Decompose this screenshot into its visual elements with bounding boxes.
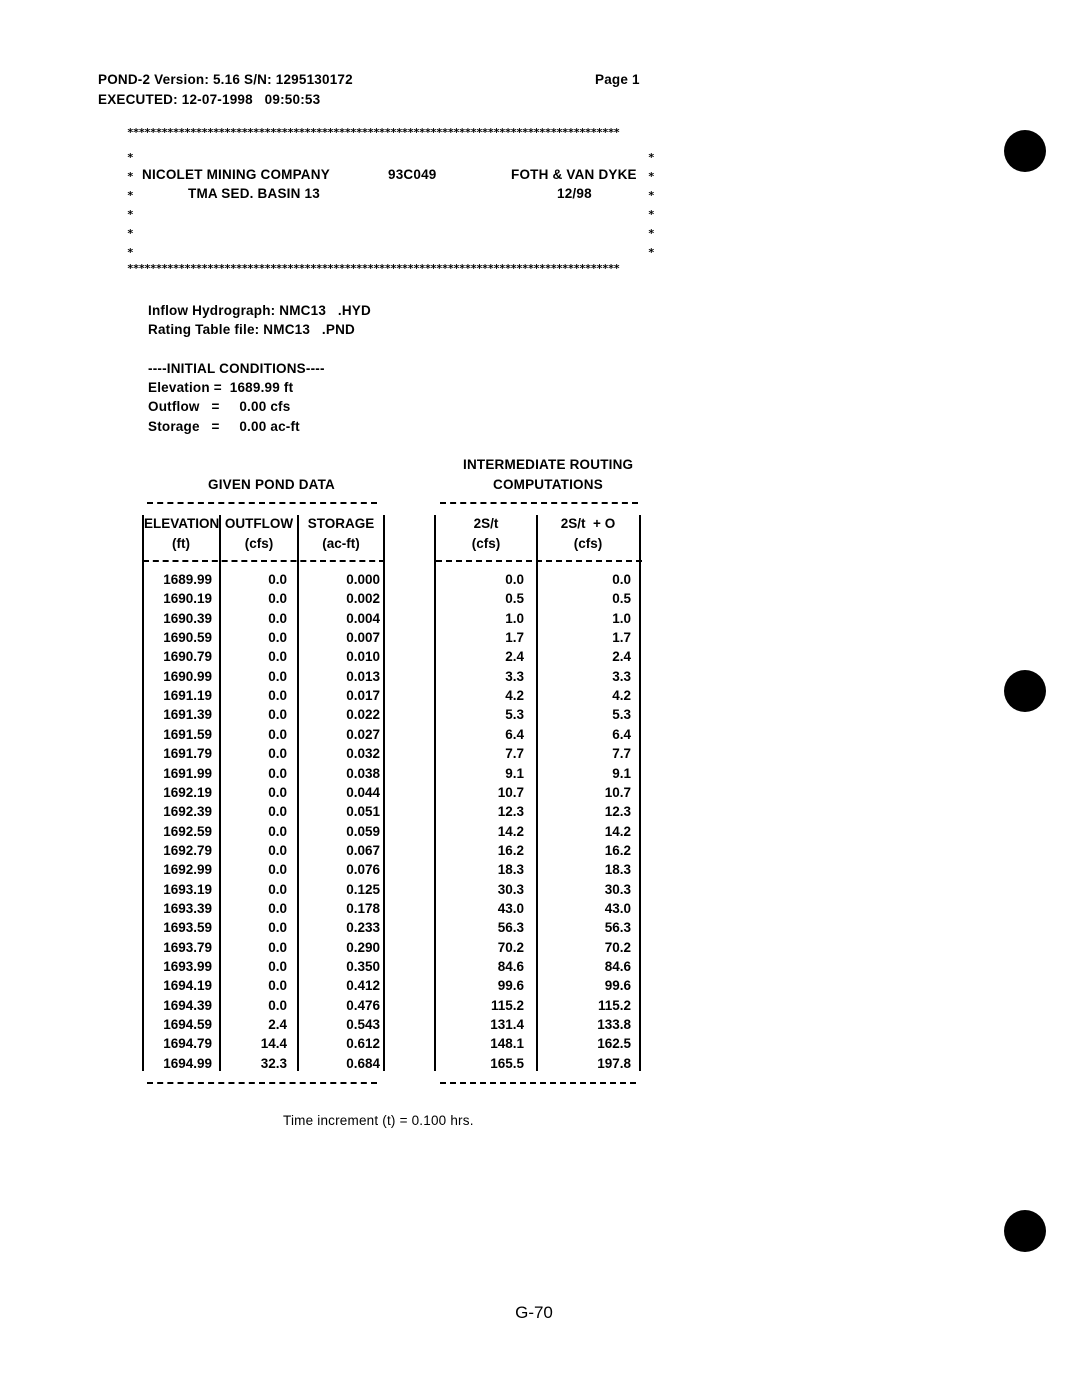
table-row: [0, 744, 700, 763]
2st-cell: 14.2: [497, 823, 524, 839]
storage-cell: 0.178: [346, 900, 380, 916]
table-row: [0, 976, 700, 995]
left-table-bottom-rule: [147, 1082, 377, 1084]
outflow-cell: 0.0: [268, 726, 287, 742]
2st-cell: 148.1: [490, 1036, 524, 1052]
storage-cell: 0.412: [346, 978, 380, 994]
elevation-cell: 1690.99: [163, 668, 212, 684]
storage-cell: 0.290: [346, 939, 380, 955]
banner-bottom-border: **************************************************************************************: [127, 263, 620, 275]
2st-plus-o-cell: 1.7: [612, 630, 631, 646]
initial-elevation: Elevation = 1689.99 ft: [148, 380, 294, 395]
outflow-cell: 0.0: [268, 920, 287, 936]
2st-plus-o-cell: 0.0: [612, 572, 631, 587]
outflow-cell: 0.0: [268, 649, 287, 665]
table-row: [0, 918, 700, 937]
2st-cell: 12.3: [497, 804, 524, 820]
table-row: [0, 725, 700, 744]
initial-outflow: Outflow = 0.00 cfs: [148, 399, 291, 414]
outflow-cell: 32.3: [260, 1055, 287, 1071]
table-row: [0, 938, 700, 957]
storage-cell: 0.032: [346, 746, 380, 762]
table-row: [0, 880, 700, 899]
page-number: G-70: [515, 1303, 553, 1322]
2st-cell: 1.0: [505, 610, 524, 626]
elevation-cell: 1693.59: [163, 920, 212, 936]
storage-cell: 0.010: [346, 649, 380, 665]
2st-plus-o-cell: 4.2: [612, 688, 631, 704]
table-row: [0, 1015, 700, 1034]
project-date: 12/98: [557, 186, 592, 201]
2st-cell: 115.2: [490, 997, 524, 1013]
binder-hole-bottom: [1004, 1210, 1046, 1252]
2st-cell: 6.4: [505, 726, 524, 742]
2st-plus-o-cell: 2.4: [612, 649, 631, 665]
table-row: [0, 899, 700, 918]
storage-cell: 0.684: [346, 1055, 380, 1071]
2st-cell: 16.2: [497, 842, 524, 858]
right-header-separator: [436, 560, 642, 562]
header-2st-plus-o: 2S/t + O: [560, 516, 616, 531]
2st-plus-o-cell: 5.3: [612, 707, 631, 723]
2st-plus-o-cell: 7.7: [612, 746, 631, 762]
elevation-cell: 1694.79: [163, 1036, 212, 1052]
elevation-cell: 1692.99: [163, 862, 212, 878]
table-row: [0, 764, 700, 783]
2st-cell: 3.3: [505, 668, 524, 684]
initial-conditions-title: ----INITIAL CONDITIONS----: [148, 361, 325, 376]
elevation-cell: 1691.99: [163, 765, 212, 781]
outflow-cell: 0.0: [268, 784, 287, 800]
2st-plus-o-cell: 12.3: [604, 804, 631, 820]
2st-plus-o-cell: 0.5: [612, 591, 631, 607]
2st-cell: 56.3: [497, 920, 524, 936]
header-elevation-unit: (ft): [172, 536, 190, 551]
2st-cell: 0.0: [505, 572, 524, 587]
elevation-cell: 1693.79: [163, 939, 212, 955]
storage-cell: 0.076: [346, 862, 380, 878]
2st-cell: 7.7: [505, 746, 524, 762]
elevation-cell: 1692.59: [163, 823, 212, 839]
elevation-cell: 1691.79: [163, 746, 212, 762]
header-elevation: ELEVATION: [144, 516, 220, 531]
2st-cell: 165.5: [490, 1055, 524, 1071]
table-row: [0, 802, 700, 821]
2st-plus-o-cell: 162.5: [597, 1036, 631, 1052]
table-row: [0, 609, 700, 628]
2st-plus-o-cell: 99.6: [604, 978, 631, 994]
outflow-cell: 0.0: [268, 746, 287, 762]
2st-cell: 9.1: [505, 765, 524, 781]
rating-table-file: Rating Table file: NMC13 .PND: [148, 322, 355, 337]
storage-cell: 0.022: [346, 707, 380, 723]
header-2st: 2S/t: [473, 516, 499, 531]
header-2st-plus-o-unit: (cfs): [573, 536, 603, 551]
banner-top-border: **************************************************************************************: [127, 127, 620, 139]
outflow-cell: 0.0: [268, 688, 287, 704]
binder-hole-top: [1004, 130, 1046, 172]
outflow-cell: 0.0: [268, 591, 287, 607]
outflow-cell: 0.0: [268, 765, 287, 781]
outflow-cell: 0.0: [268, 630, 287, 646]
outflow-cell: 0.0: [268, 959, 287, 974]
elevation-cell: 1692.79: [163, 842, 212, 858]
table-row: [0, 1034, 700, 1053]
storage-cell: 0.027: [346, 726, 380, 742]
2st-cell: 0.5: [505, 591, 524, 607]
outflow-cell: 0.0: [268, 997, 287, 1013]
outflow-cell: 0.0: [268, 823, 287, 839]
table-row: [0, 822, 700, 841]
outflow-cell: 0.0: [268, 862, 287, 878]
elevation-cell: 1694.19: [163, 978, 212, 994]
header-outflow-unit: (cfs): [244, 536, 274, 551]
elevation-cell: 1694.59: [163, 1017, 212, 1033]
storage-cell: 0.059: [346, 823, 380, 839]
time-increment: Time increment (t) = 0.100 hrs.: [283, 1113, 474, 1128]
outflow-cell: 0.0: [268, 881, 287, 897]
2st-cell: 18.3: [497, 862, 524, 878]
left-table-top-rule: [147, 502, 377, 504]
storage-cell: 0.067: [346, 842, 380, 858]
engineering-firm: FOTH & VAN DYKE: [511, 167, 637, 182]
2st-plus-o-cell: 115.2: [597, 997, 631, 1013]
elevation-cell: 1692.39: [163, 804, 212, 820]
right-table-bottom-rule: [440, 1082, 636, 1084]
given-pond-data-title: GIVEN POND DATA: [208, 477, 336, 492]
2st-plus-o-cell: 30.3: [604, 881, 631, 897]
elevation-cell: 1691.59: [163, 726, 212, 742]
outflow-cell: 0.0: [268, 939, 287, 955]
header-outflow: OUTFLOW: [224, 516, 294, 531]
outflow-cell: 0.0: [268, 804, 287, 820]
2st-plus-o-cell: 10.7: [604, 784, 631, 800]
storage-cell: 0.017: [346, 688, 380, 704]
2st-cell: 1.7: [505, 630, 524, 646]
outflow-cell: 0.0: [268, 610, 287, 626]
outflow-cell: 0.0: [268, 707, 287, 723]
outflow-cell: 0.0: [268, 842, 287, 858]
2st-cell: 5.3: [505, 707, 524, 723]
table-row: [0, 783, 700, 802]
intermediate-routing-title: INTERMEDIATE ROUTING: [463, 457, 634, 472]
elevation-cell: 1692.19: [163, 784, 212, 800]
elevation-cell: 1693.19: [163, 881, 212, 897]
2st-plus-o-cell: 133.8: [597, 1017, 631, 1033]
2st-plus-o-cell: 1.0: [612, 610, 631, 626]
elevation-cell: 1694.99: [163, 1055, 212, 1071]
header-storage-unit: (ac-ft): [322, 536, 360, 551]
2st-cell: 4.2: [505, 688, 524, 704]
elevation-cell: 1693.99: [163, 959, 212, 974]
storage-cell: 0.476: [346, 997, 380, 1013]
2st-plus-o-cell: 16.2: [604, 842, 631, 858]
company-name: NICOLET MINING COMPANY: [142, 167, 330, 182]
outflow-cell: 0.0: [268, 668, 287, 684]
table-row: [0, 647, 700, 666]
inflow-hydrograph-file: Inflow Hydrograph: NMC13 .HYD: [148, 303, 371, 318]
storage-cell: 0.543: [346, 1017, 380, 1033]
storage-cell: 0.013: [346, 668, 380, 684]
table-row: [0, 860, 700, 879]
table-row: [0, 705, 700, 724]
2st-plus-o-cell: 18.3: [604, 862, 631, 878]
outflow-cell: 14.4: [260, 1036, 287, 1052]
table-row: [0, 686, 700, 705]
2st-plus-o-cell: 70.2: [604, 939, 631, 955]
right-table-top-rule: [440, 502, 638, 504]
outflow-cell: 2.4: [268, 1017, 287, 1033]
storage-cell: 0.350: [346, 959, 380, 974]
2st-plus-o-cell: 197.8: [597, 1055, 631, 1071]
page-label: Page 1: [595, 72, 640, 87]
project-code: 93C049: [388, 167, 437, 182]
elevation-cell: 1691.39: [163, 707, 212, 723]
storage-cell: 0.044: [346, 784, 380, 800]
2st-cell: 2.4: [505, 649, 524, 665]
header-2st-unit: (cfs): [471, 536, 501, 551]
initial-storage: Storage = 0.00 ac-ft: [148, 419, 300, 434]
table-row: [0, 589, 700, 608]
program-version: POND-2 Version: 5.16 S/N: 1295130172: [98, 72, 353, 87]
elevation-cell: 1689.99: [163, 572, 212, 587]
storage-cell: 0.233: [346, 920, 380, 936]
execution-timestamp: EXECUTED: 12-07-1998 09:50:53: [98, 92, 321, 107]
2st-cell: 10.7: [497, 784, 524, 800]
banner-right-border: * * * * * *: [648, 151, 654, 259]
2st-plus-o-cell: 56.3: [604, 920, 631, 936]
2st-cell: 30.3: [497, 881, 524, 897]
2st-plus-o-cell: 6.4: [612, 726, 631, 742]
table-row: [0, 1054, 700, 1073]
2st-cell: 43.0: [497, 900, 524, 916]
storage-cell: 0.000: [346, 572, 380, 587]
2st-plus-o-cell: 3.3: [612, 668, 631, 684]
storage-cell: 0.004: [346, 610, 380, 626]
computations-title: COMPUTATIONS: [493, 477, 603, 492]
table-row: [0, 841, 700, 860]
binder-hole-middle: [1004, 670, 1046, 712]
2st-plus-o-cell: 9.1: [612, 765, 631, 781]
outflow-cell: 0.0: [268, 900, 287, 916]
header-storage: STORAGE: [307, 516, 375, 531]
pond-data-rows: [0, 570, 700, 1075]
outflow-cell: 0.0: [268, 978, 287, 994]
project-name: TMA SED. BASIN 13: [188, 186, 320, 201]
2st-cell: 131.4: [490, 1017, 524, 1033]
2st-cell: 99.6: [497, 978, 524, 994]
table-row: [0, 570, 700, 589]
storage-cell: 0.002: [346, 591, 380, 607]
storage-cell: 0.051: [346, 804, 380, 820]
elevation-cell: 1690.59: [163, 630, 212, 646]
2st-plus-o-cell: 43.0: [604, 900, 631, 916]
2st-cell: 84.6: [497, 959, 524, 974]
storage-cell: 0.038: [346, 765, 380, 781]
storage-cell: 0.007: [346, 630, 380, 646]
storage-cell: 0.125: [346, 881, 380, 897]
table-row: [0, 957, 700, 976]
elevation-cell: 1690.39: [163, 610, 212, 626]
elevation-cell: 1690.79: [163, 649, 212, 665]
2st-plus-o-cell: 14.2: [604, 823, 631, 839]
storage-cell: 0.612: [346, 1036, 380, 1052]
elevation-cell: 1691.19: [163, 688, 212, 704]
elevation-cell: 1694.39: [163, 997, 212, 1013]
banner-left-border: * * * * * *: [127, 151, 133, 259]
table-row: [0, 996, 700, 1015]
elevation-cell: 1690.19: [163, 591, 212, 607]
elevation-cell: 1693.39: [163, 900, 212, 916]
table-row: [0, 628, 700, 647]
outflow-cell: 0.0: [268, 572, 287, 587]
table-row: [0, 667, 700, 686]
left-header-separator: [143, 560, 385, 562]
2st-cell: 70.2: [497, 939, 524, 955]
2st-plus-o-cell: 84.6: [604, 959, 631, 974]
